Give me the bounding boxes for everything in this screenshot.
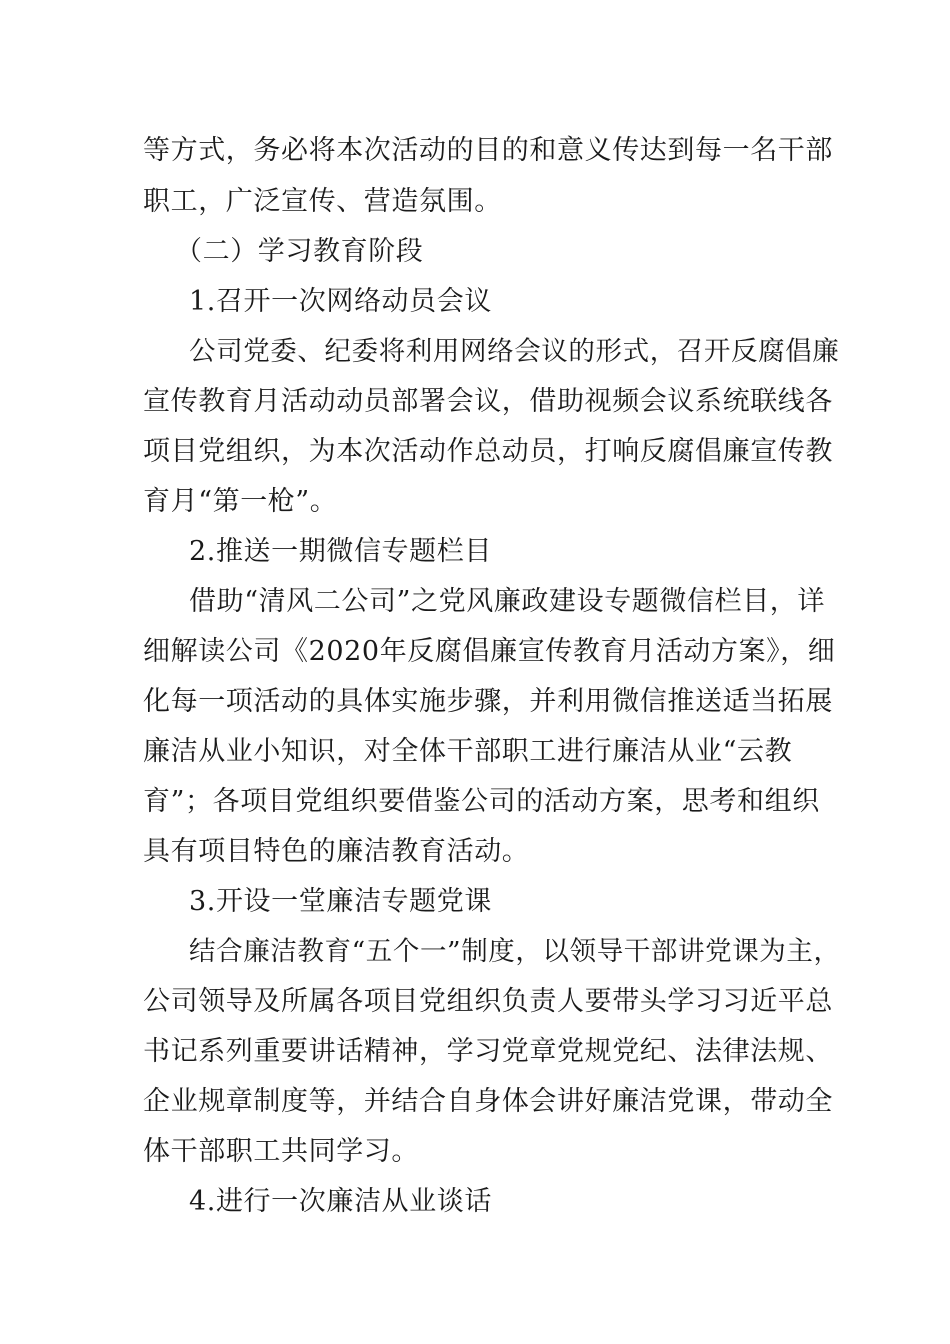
subsection-heading: 4.进行一次廉洁从业谈话	[189, 1186, 492, 1217]
body-text-line: 书记系列重要讲话精神，学习党章党规党纪、法律法规、	[143, 1036, 833, 1067]
subsection-heading: 3.开设一堂廉洁专题党课	[189, 886, 492, 917]
body-text-line: 借助“清风二公司”之党风廉政建设专题微信栏目，详	[189, 586, 826, 617]
subsection-heading: 2.推送一期微信专题栏目	[189, 536, 492, 567]
body-text-line: 结合廉洁教育“五个一”制度，以领导干部讲党课为主，	[189, 936, 841, 967]
body-text-line: 育月“第一枪”。	[143, 486, 338, 517]
body-text-line: 职工，广泛宣传、营造氛围。	[143, 186, 502, 217]
body-text-line: 项目党组织，为本次活动作总动员，打响反腐倡廉宣传教	[143, 436, 833, 467]
body-text-line: 具有项目特色的廉洁教育活动。	[143, 836, 530, 867]
subsection-heading: 1.召开一次网络动员会议	[189, 286, 492, 317]
body-text-line: 育”；各项目党组织要借鉴公司的活动方案，思考和组织	[143, 786, 820, 817]
body-text-line: 公司领导及所属各项目党组织负责人要带头学习习近平总	[143, 986, 833, 1017]
body-text-line: 宣传教育月活动动员部署会议，借助视频会议系统联线各	[143, 386, 833, 417]
body-text-line: 化每一项活动的具体实施步骤，并利用微信推送适当拓展	[143, 686, 833, 717]
body-text-line: 体干部职工共同学习。	[143, 1136, 419, 1167]
section-heading: （二）学习教育阶段	[175, 236, 424, 267]
body-text-line: 廉洁从业小知识，对全体干部职工进行廉洁从业“云教	[143, 736, 793, 767]
body-text-line: 公司党委、纪委将利用网络会议的形式，召开反腐倡廉	[189, 336, 840, 367]
body-text-line: 企业规章制度等，并结合自身体会讲好廉洁党课，带动全	[143, 1086, 833, 1117]
body-text-line: 细解读公司《2020年反腐倡廉宣传教育月活动方案》，细	[143, 636, 836, 667]
body-text-line: 等方式，务必将本次活动的目的和意义传达到每一名干部	[143, 135, 833, 166]
